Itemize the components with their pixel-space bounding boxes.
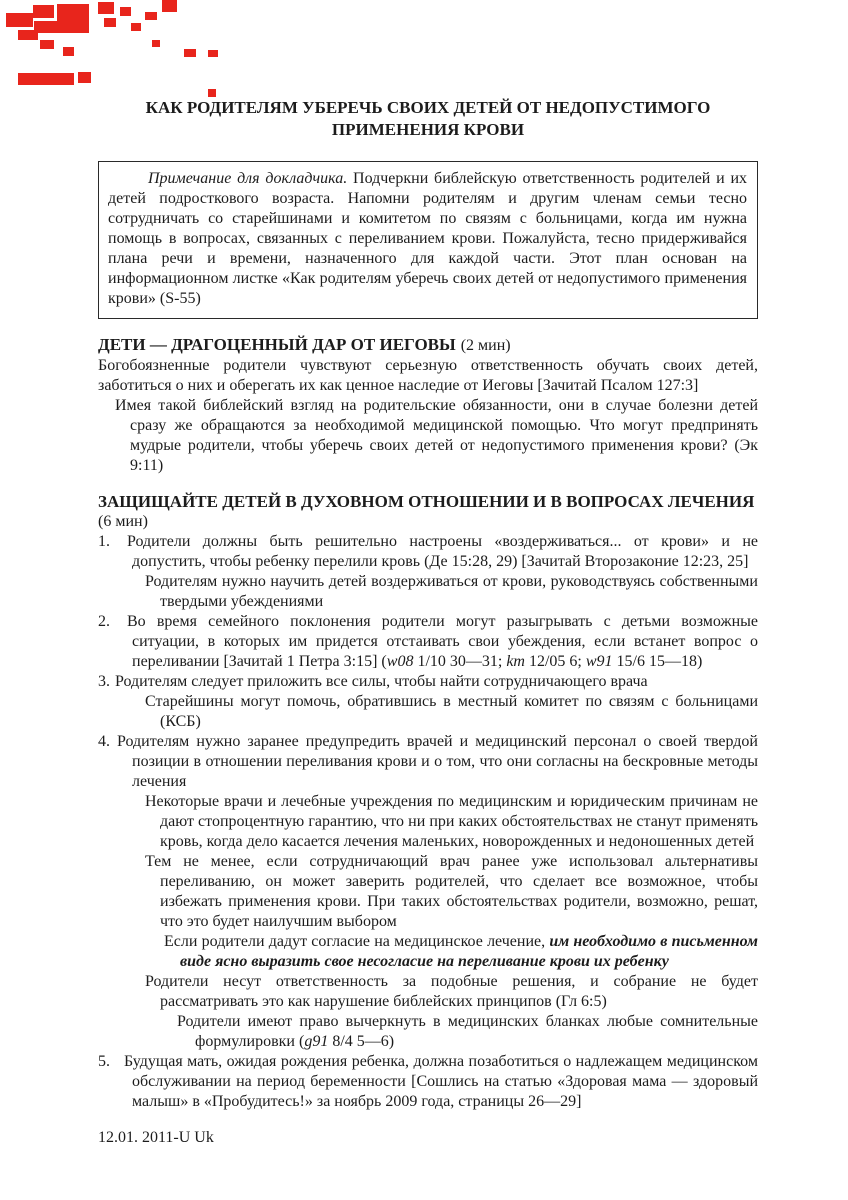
section-heading-row	[98, 491, 758, 512]
red-pixel-mark	[184, 49, 196, 57]
red-pixel-mark	[208, 50, 218, 57]
section-heading: ЗАЩИЩАЙТЕ ДЕТЕЙ В ДУХОВНОМ ОТНОШЕНИИ И В ВОПРОСАХ ЛЕЧЕНИЯ	[98, 492, 755, 511]
document-code: 12.01. 2011-U Uk	[98, 1129, 214, 1146]
red-pixel-mark	[152, 40, 160, 47]
section-protect-children	[98, 491, 758, 1112]
document-content	[98, 97, 758, 1148]
outline-paragraph: Некоторые врачи и лечебные учреждения по медицинским и юридическим причинам не дают стопроцентную гарантию, что ни при каких обстоятельствах не станут применять кровь, когда дело касается лечения маленьких, новорожденных и недоношенных детей	[145, 793, 758, 850]
item-number: 5.	[98, 1053, 110, 1070]
item-number: 4.	[98, 733, 110, 750]
section-paragraphs	[98, 532, 758, 1112]
speaker-note-body: Подчеркни библейскую ответственность родителей и их детей подросткового возраста. Напомни родителям и другим членам семьи тесно сотрудничать со старейшинами и комитетом по связям с больницами, когда им нужна помощь в вопросах, связанных с переливанием крови. Пожалуйста, тесно придерживайся плана речи и времени, назначенного для каждой части. Этот план основан на информационном листке «Как родителям уберечь своих детей от недопустимого применения крови» (S-55)	[108, 170, 748, 307]
outline-paragraph: Имея такой библейский взгляд на родительские обязанности, они в случае болезни детей сразу же обращаются за необходимой медицинской помощью. Что могут предпринять мудрые родители, чтобы уберечь своих детей от недопустимого применения крови? (Эк 9:11)	[115, 397, 758, 474]
red-pixel-mark	[18, 30, 38, 40]
outline-item-4: 4. Родителям нужно заранее предупредить врачей и медицинский персонал о своей твердой позиции в отношении переливания крови и о том, что они согласны на бескровные методы лечения	[98, 733, 758, 790]
item-number: 2.	[98, 613, 110, 630]
section-duration: (6 мин)	[98, 513, 148, 530]
item-number: 1.	[98, 533, 110, 550]
section-children-precious-gift	[98, 334, 758, 476]
speaker-note-box	[98, 161, 758, 319]
red-pixel-mark	[57, 4, 89, 33]
speaker-note-text	[108, 169, 747, 309]
section-duration: (2 мин)	[460, 337, 511, 354]
red-pixel-mark	[98, 2, 114, 14]
outline-paragraph: Если родители дадут согласие на медицинское лечение, им необходимо в письменном виде ясно выразить свое несогласие на переливание крови их ребенку	[164, 933, 758, 970]
red-pixel-mark	[104, 18, 116, 27]
red-pixel-mark	[63, 47, 74, 56]
red-pixel-mark	[145, 12, 157, 20]
item-number: 3.	[98, 673, 110, 690]
outline-item-1: 1. Родители должны быть решительно настроены «воздерживаться... от крови» и не допустить, чтобы ребенку перелили кровь (Де 15:28, 29) [Зачитай Второзаконие 12:23, 25]	[98, 533, 758, 570]
red-pixel-mark	[78, 72, 91, 83]
title-line-1: КАК РОДИТЕЛЯМ УБЕРЕЧЬ СВОИХ ДЕТЕЙ ОТ НЕДОПУСТИМОГО	[145, 98, 711, 117]
document-title	[98, 97, 758, 141]
red-pixel-mark	[131, 23, 141, 31]
red-pixel-mark	[40, 40, 54, 49]
red-pixel-mark	[162, 0, 177, 12]
outline-paragraph: Родителям нужно научить детей воздерживаться от крови, руководствуясь собственными твердыми убеждениями	[145, 573, 758, 610]
section-heading-row	[98, 334, 758, 356]
outline-paragraph: Богобоязненные родители чувствуют серьезную ответственность обучать своих детей, заботиться о них и оберегать их как ценное наследие от Иеговы [Зачитай Псалом 127:3]	[98, 357, 758, 394]
outline-paragraph: Родители имеют право вычеркнуть в медицинских бланках любые сомнительные формулировки (g91 8/4 5—6)	[177, 1013, 758, 1050]
outline-item-2: 2. Во время семейного поклонения родители могут разыгрывать с детьми возможные ситуации, в которых им придется отстаивать свои убеждения, если встанет вопрос о переливании [Зачитай 1 Петра 3:15] (w08 1/10 30—31; km 12/05 6; w91 15/6 15—18)	[98, 613, 758, 670]
red-pixel-mark	[6, 13, 33, 27]
speaker-note-lead: Примечание для докладчика.	[148, 170, 348, 187]
outline-item-3: 3. Родителям следует приложить все силы, чтобы найти сотрудничающего врача	[98, 673, 648, 690]
red-pixel-mark	[33, 5, 54, 18]
red-pixel-mark	[208, 89, 216, 97]
section-paragraphs	[98, 356, 758, 476]
outline-paragraph: Старейшины могут помочь, обратившись в местный комитет по связям с больницами (КСБ)	[145, 693, 758, 730]
section-heading: ДЕТИ — ДРАГОЦЕННЫЙ ДАР ОТ ИЕГОВЫ	[98, 335, 456, 354]
title-line-2: ПРИМЕНЕНИЯ КРОВИ	[331, 120, 525, 139]
outline-paragraph: Тем не менее, если сотрудничающий врач ранее уже использовал альтернативы переливанию, он может заверить родителей, что сделает все возможное, чтобы избежать применения крови. При таких обстоятельствах родители, возможно, решат, что это будет наилучшим выбором	[145, 853, 758, 930]
red-pixel-mark	[18, 73, 74, 85]
outline-paragraph: Родители несут ответственность за подобные решения, и собрание не будет рассматривать это как нарушение библейских принципов (Гл 6:5)	[145, 973, 758, 1010]
outline-item-5: 5. Будущая мать, ожидая рождения ребенка, должна позаботиться о надлежащем медицинском обслуживании на период беременности [Сошлись на статью «Здоровая мама — здоровый малыш» в «Пробудитесь!» за ноябрь 2009 года, страницы 26—29]	[98, 1053, 758, 1110]
red-pixel-mark	[120, 7, 131, 16]
